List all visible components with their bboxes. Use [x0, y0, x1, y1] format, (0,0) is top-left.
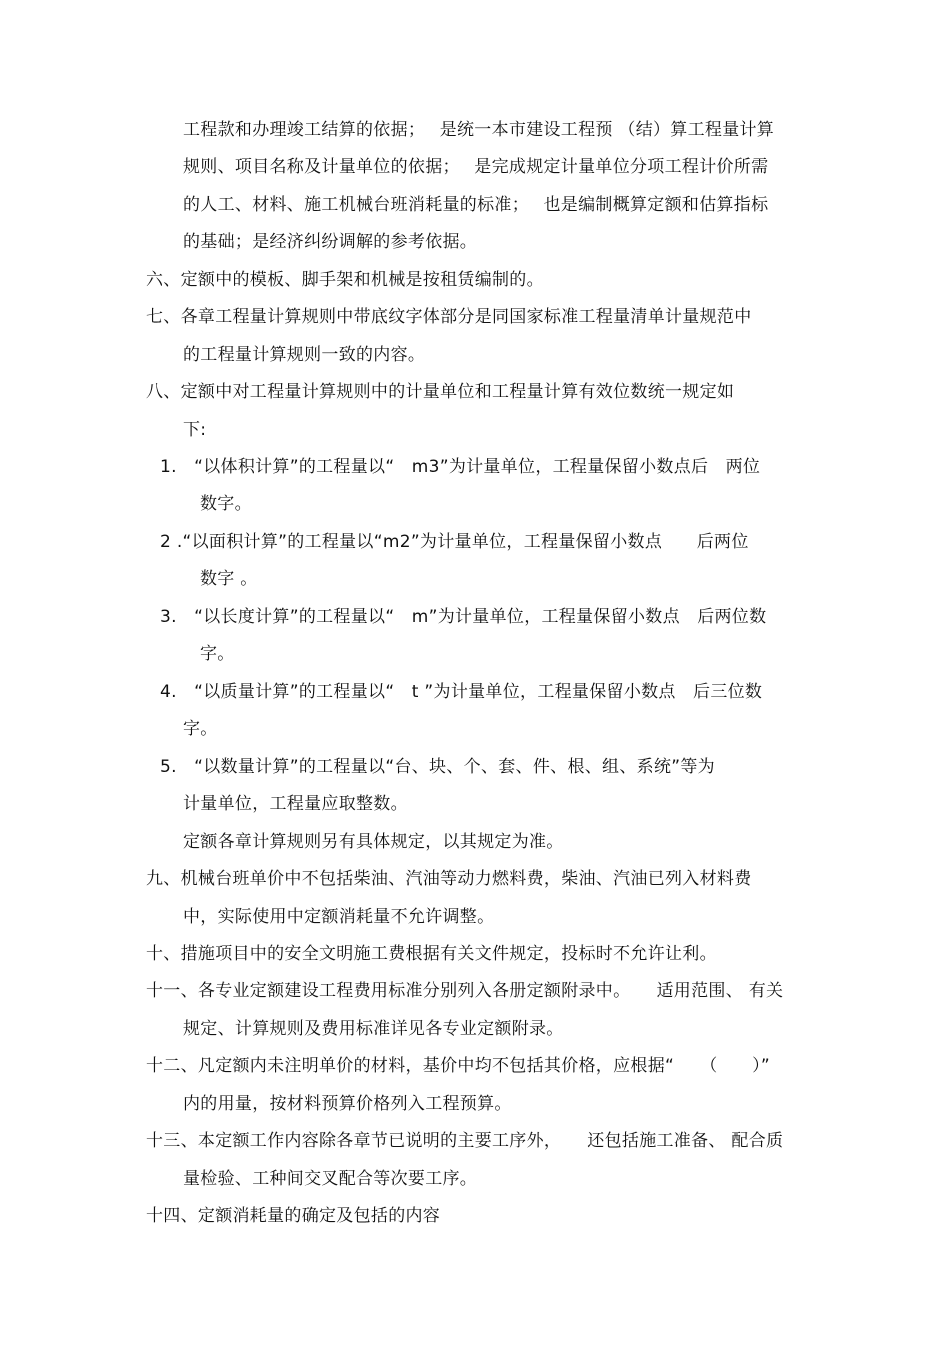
text-line: 3. “以长度计算”的工程量以“ m”为计量单位，工程量保留小数点 后两位数 — [160, 607, 767, 627]
text-line: 十、措施项目中的安全文明施工费根据有关文件规定，投标时不允许让利。 — [146, 944, 717, 964]
text-line: 字。 — [183, 719, 218, 739]
text-line: 九、机械台班单价中不包括柴油、汽油等动力燃料费，柴油、汽油已列入材料费 — [146, 869, 752, 889]
text-line: 量检验、工种间交叉配合等次要工序。 — [183, 1169, 478, 1189]
text-line: 下: — [183, 420, 207, 440]
text-line: 数字 。 — [200, 569, 258, 589]
text-line: 六、定额中的模板、脚手架和机械是按租赁编制的。 — [146, 270, 544, 290]
text-line: 十二、凡定额内未注明单价的材料，基价中均不包括其价格，应根据“ （ ）” — [146, 1056, 771, 1076]
text-line: 八、定额中对工程量计算规则中的计量单位和工程量计算有效位数统一规定如 — [146, 382, 735, 402]
text-line: 的工程量计算规则一致的内容。 — [183, 345, 426, 365]
text-line: 定额各章计算规则另有具体规定，以其规定为准。 — [183, 832, 564, 852]
text-line: 中，实际使用中定额消耗量不允许调整。 — [183, 907, 495, 927]
text-line: 1. “以体积计算”的工程量以“ m3”为计量单位，工程量保留小数点后 两位 — [160, 457, 761, 477]
text-line: 计量单位，工程量应取整数。 — [183, 794, 408, 814]
text-line: 七、各章工程量计算规则中带底纹字体部分是同国家标准工程量清单计量规范中 — [146, 307, 752, 327]
text-line: 十一、各专业定额建设工程费用标准分别列入各册定额附录中。 适用范围、 有关 — [146, 981, 784, 1001]
text-line: 工程款和办理竣工结算的依据； 是统一本市建设工程预 （结）算工程量计算 — [183, 120, 775, 140]
text-line: 数字。 — [200, 494, 252, 514]
text-line: 2 .“以面积计算”的工程量以“m2”为计量单位，工程量保留小数点 后两位 — [160, 532, 749, 552]
text-line: 的人工、材料、施工机械台班消耗量的标准； 也是编制概算定额和估算指标 — [183, 195, 769, 215]
text-line: 十四、定额消耗量的确定及包括的内容 — [146, 1206, 441, 1226]
text-line: 内的用量，按材料预算价格列入工程预算。 — [183, 1094, 512, 1114]
text-line: 规定、计算规则及费用标准详见各专业定额附录。 — [183, 1019, 564, 1039]
text-line: 4. “以质量计算”的工程量以“ t ”为计量单位，工程量保留小数点 后三位数 — [160, 682, 763, 702]
text-line: 5. “以数量计算”的工程量以“台、块、个、套、件、根、组、系统”等为 — [160, 757, 715, 777]
text-line: 字。 — [200, 644, 235, 664]
text-line: 规则、项目名称及计量单位的依据； 是完成规定计量单位分项工程计价所需 — [183, 157, 769, 177]
text-line: 十三、本定额工作内容除各章节已说明的主要工序外， 还包括施工准备、 配合质 — [146, 1131, 784, 1151]
text-line: 的基础；是经济纠纷调解的参考依据。 — [183, 232, 478, 252]
